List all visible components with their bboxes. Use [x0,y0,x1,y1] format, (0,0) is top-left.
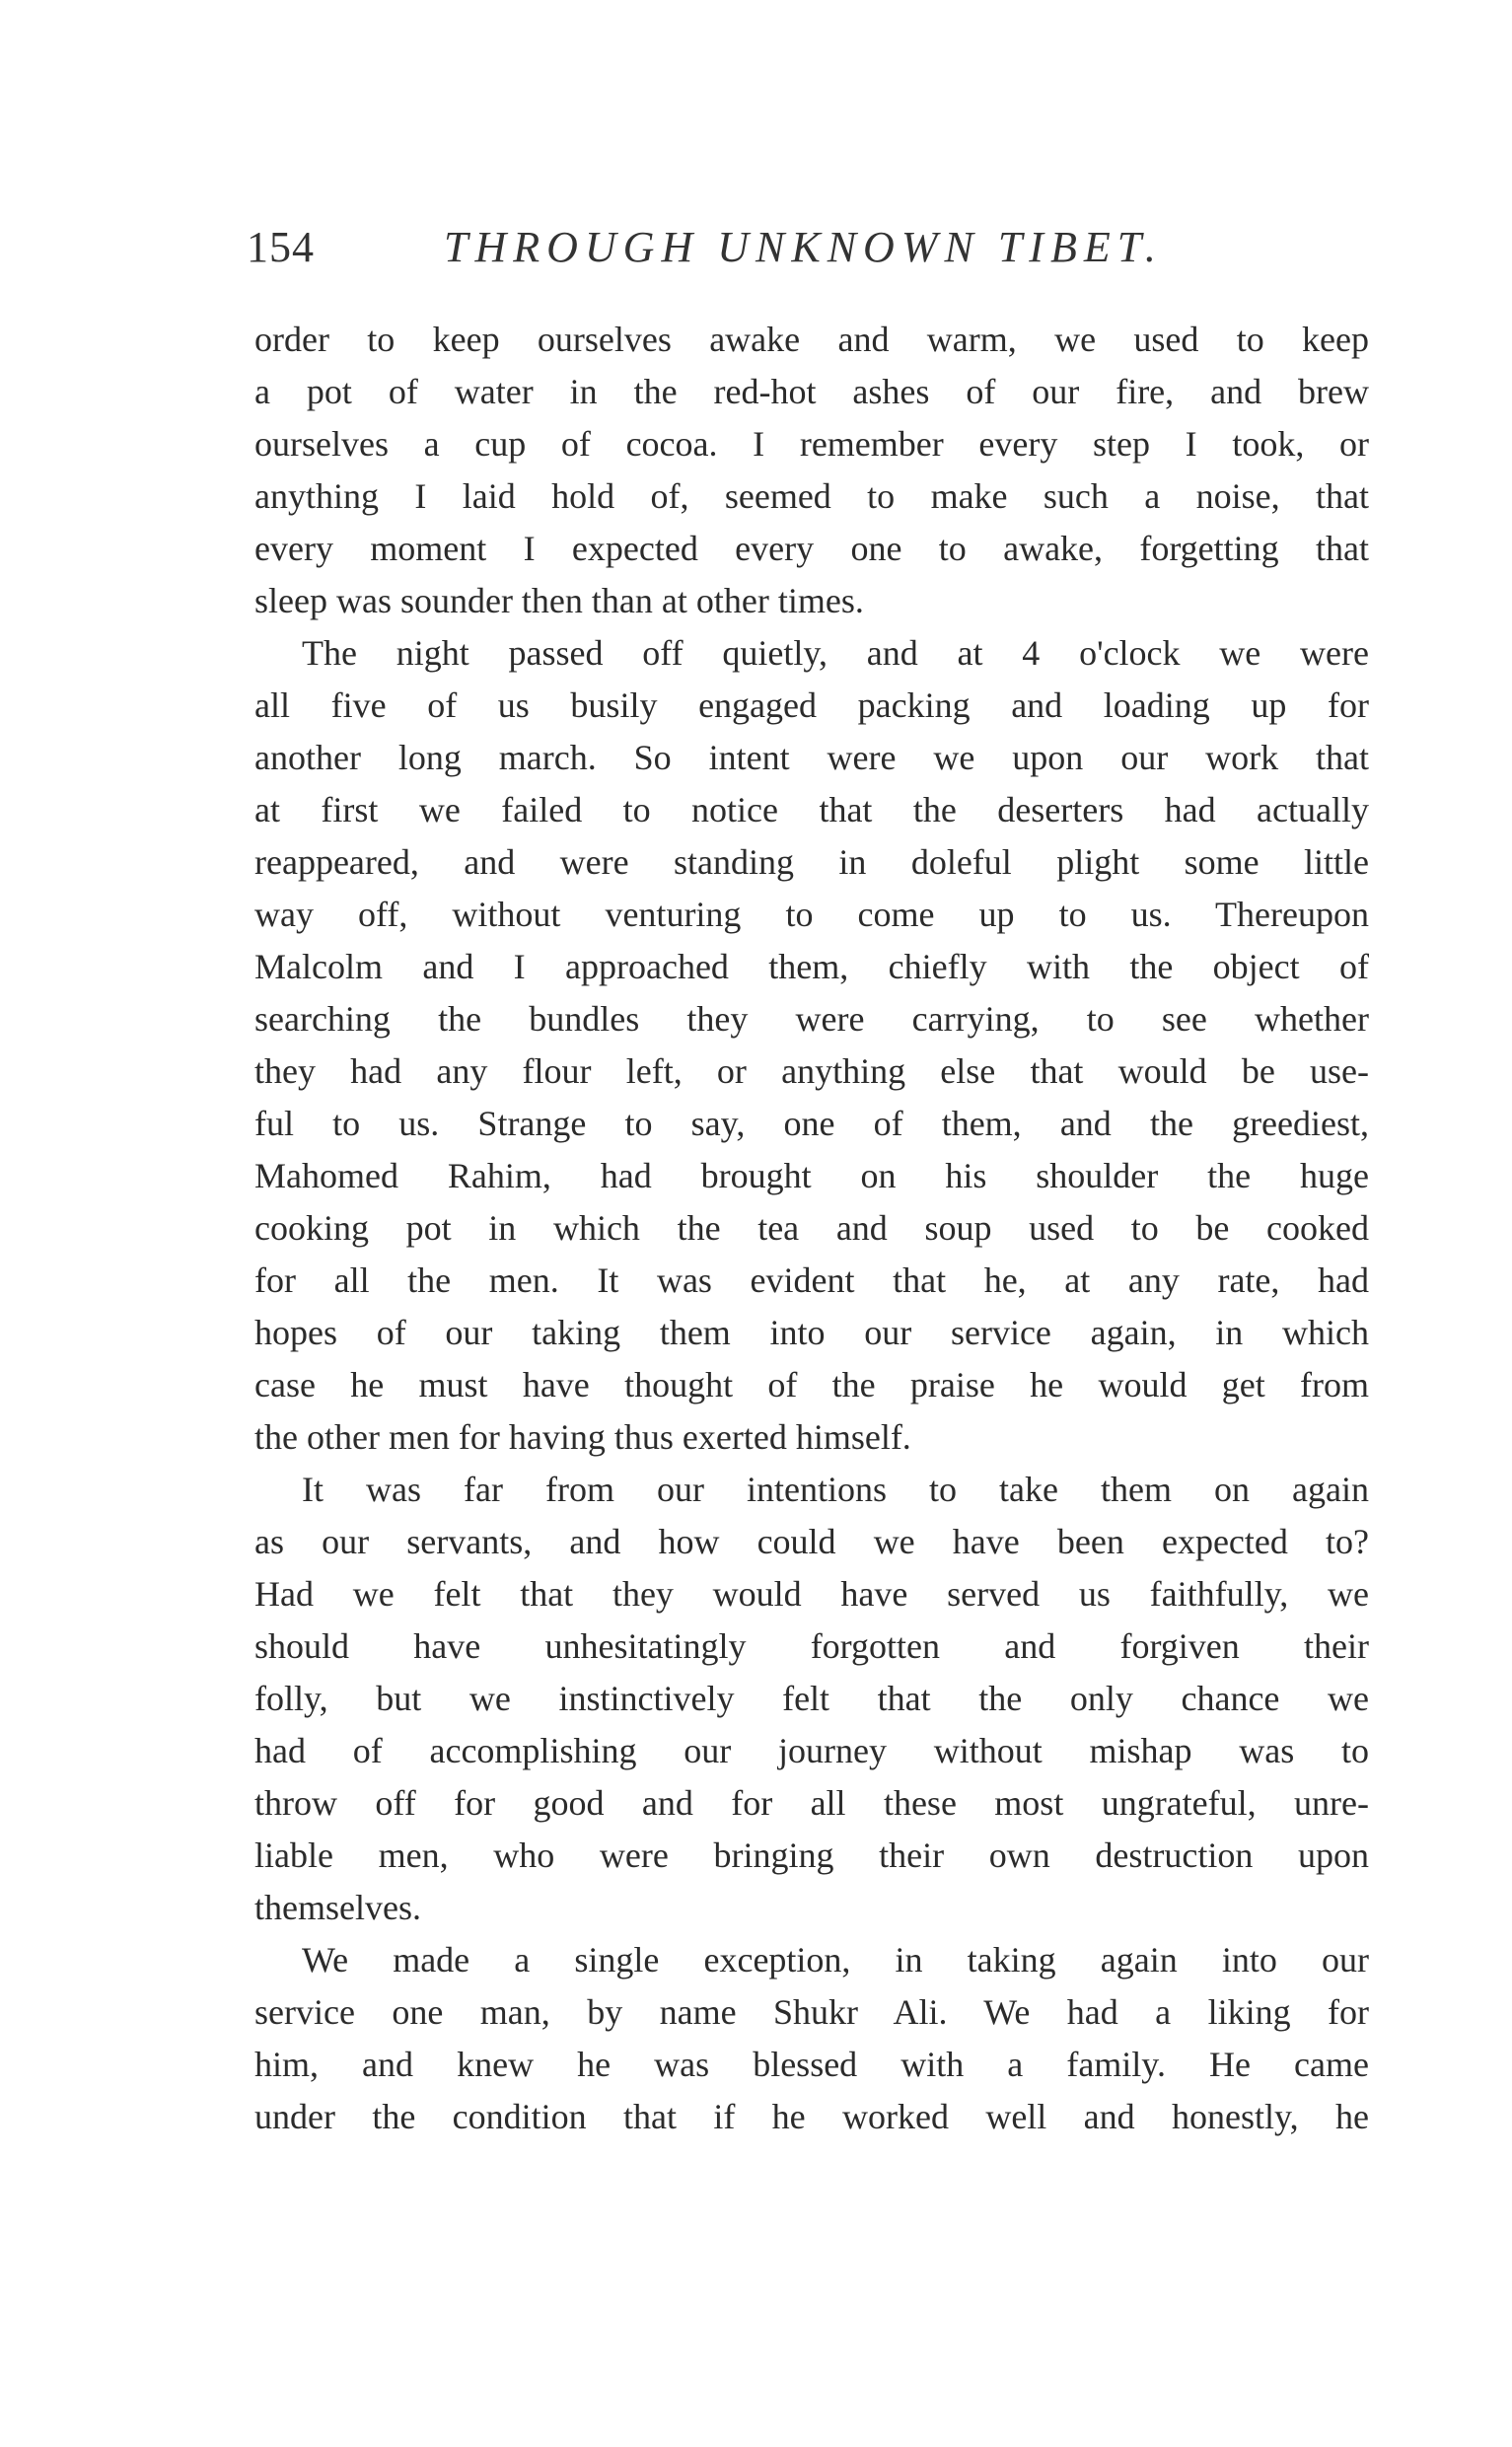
text-line: liable men, who were bringing their own destruction upon [254,1835,1369,1875]
text-line: The night passed off quietly, and at 4 o'clock we were [302,633,1369,673]
text-line: It was far from our intentions to take them on again [302,1470,1369,1509]
page-number: 154 [247,223,315,271]
text-line: hopes of our taking them into our service again, in which [254,1313,1369,1352]
text-line: all five of us busily engaged packing and loading up for [254,685,1369,725]
text-line: ful to us. Strange to say, one of them, and the greediest, [254,1104,1369,1143]
text-line: folly, but we instinctively felt that the only chance we [254,1679,1369,1718]
text-line: should have unhesitatingly forgotten and forgiven their [254,1626,1369,1666]
text-line: themselves. [254,1888,421,1927]
text-line: anything I laid hold of, seemed to make such a noise, that [254,476,1369,516]
text-line: had of accomplishing our journey without mishap was to [254,1731,1369,1770]
text-line: cooking pot in which the tea and soup used to be cooked [254,1208,1369,1248]
text-line: throw off for good and for all these most ungrateful, unre- [254,1783,1369,1823]
text-line: for all the men. It was evident that he, at any rate, had [254,1260,1369,1300]
text-line: ourselves a cup of cocoa. I remember every step I took, or [254,424,1369,464]
text-line: sleep was sounder then than at other times. [254,581,864,620]
body-text [254,314,1369,2143]
text-line: Mahomed Rahim, had brought on his shoulder the huge [254,1156,1369,1195]
text-line: a pot of water in the red-hot ashes of our fire, and brew [254,372,1369,411]
text-line: the other men for having thus exerted himself. [254,1417,911,1457]
text-line: every moment I expected every one to awake, forgetting that [254,529,1369,568]
text-line: We made a single exception, in taking again into our [302,1940,1369,1979]
text-line: searching the bundles they were carrying, to see whether [254,999,1369,1039]
text-line: service one man, by name Shukr Ali. We had a liking for [254,1992,1369,2032]
text-line: reappeared, and were standing in doleful plight some little [254,842,1369,882]
text-line: as our servants, and how could we have been expected to? [254,1522,1369,1561]
text-line: at first we failed to notice that the deserters had actually [254,790,1369,829]
page-header [247,222,1371,291]
text-line: another long march. So intent were we upon our work that [254,738,1369,777]
text-line: under the condition that if he worked well and honestly, he [254,2097,1369,2136]
text-line: Malcolm and I approached them, chiefly with the object of [254,947,1369,986]
running-title: THROUGH UNKNOWN TIBET. [444,223,1163,271]
text-line: way off, without venturing to come up to us. Thereupon [254,895,1369,934]
text-line: order to keep ourselves awake and warm, we used to keep [254,320,1369,359]
text-line: him, and knew he was blessed with a family. He came [254,2045,1369,2084]
text-line: Had we felt that they would have served us faithfully, we [254,1574,1369,1614]
text-line: case he must have thought of the praise he would get from [254,1365,1369,1404]
text-line: they had any flour left, or anything else that would be use- [254,1051,1369,1091]
